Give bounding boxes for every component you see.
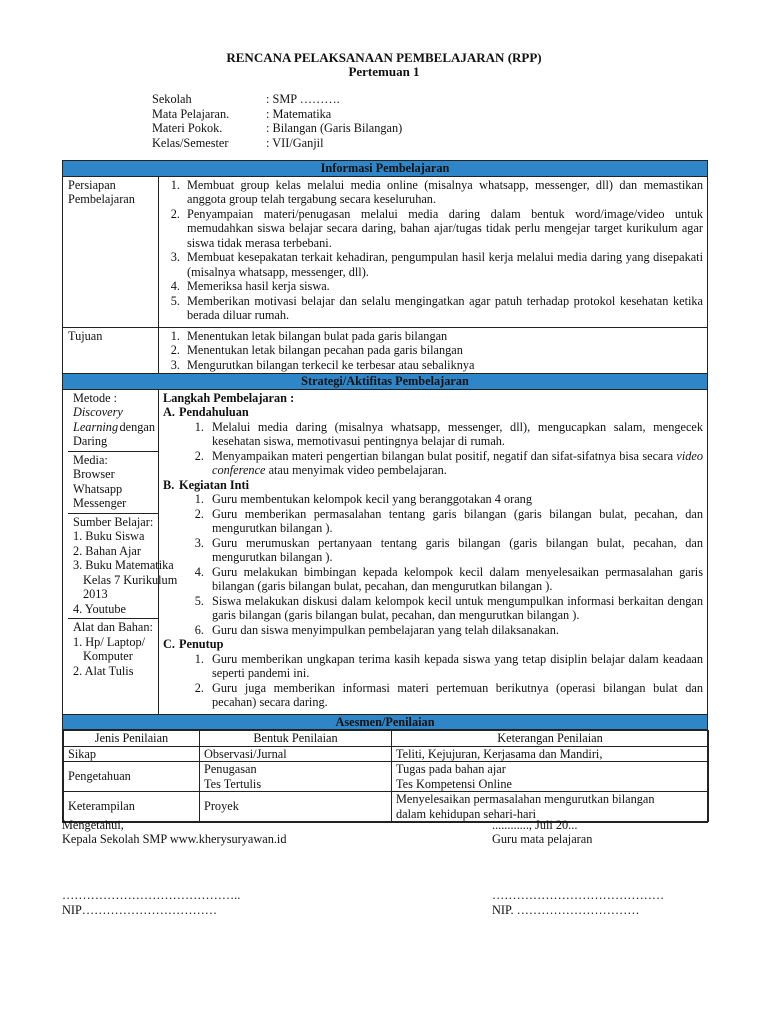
signature-right-line: …………………………………… xyxy=(492,888,665,902)
table-cell: Observasi/Jurnal xyxy=(200,746,392,762)
metode-block: Metode : Discovery Learning dengan Daring xyxy=(73,390,155,448)
list-item: 4. Guru melakukan bimbingan kepada kelompok kecil dalam menyelesaikan permasalahan garis bilangan (garis bilangan bulat, pecahan, dan mengurutkan bilangan ). xyxy=(207,565,703,594)
document-subtitle: Pertemuan 1 xyxy=(348,64,420,79)
signature-right-date: ............, Juli 20... xyxy=(492,818,578,832)
persiapan-row xyxy=(63,176,708,327)
pendahuluan-heading: A. Pendahuluan xyxy=(163,405,249,419)
inti-list xyxy=(163,492,703,637)
column-header: Jenis Penilaian xyxy=(64,731,200,747)
signature-left-label: Mengetahui, xyxy=(62,818,124,832)
list-item: 4. Memeriksa hasil kerja siswa. xyxy=(183,279,703,294)
strategi-row xyxy=(63,389,708,714)
list-item: 3. Guru merumuskan pertanyaan tentang garis bilangan (garis bilangan bulat, pecahan, dan mengurutkan bilangan ). xyxy=(207,536,703,565)
penutup-heading: C. Penutup xyxy=(163,637,224,651)
asesmen-table xyxy=(63,730,709,822)
persiapan-label: Persiapan Pembelajaran xyxy=(63,176,159,327)
media-item: Browser xyxy=(73,467,115,481)
asesmen-heading: Asesmen/Penilaian xyxy=(63,714,708,730)
signature-right-title: Guru mata pelajaran xyxy=(492,832,593,846)
list-item: 2. Guru juga memberikan informasi materi pertemuan berikutnya (operasi bilangan bulat dan pecahan) secara daring. xyxy=(207,681,703,710)
identity-block xyxy=(152,92,402,150)
column-header: Bentuk Penilaian xyxy=(200,731,392,747)
list-item: 1. Guru membentukan kelompok kecil yang beranggotakan 4 orang xyxy=(207,492,703,507)
media-block: Media: Browser Whatsapp Messenger xyxy=(68,451,158,513)
table-cell: Keterampilan xyxy=(64,792,200,822)
tujuan-list xyxy=(163,329,703,373)
alat-item: 1. Hp/ Laptop/ xyxy=(73,634,146,649)
column-header: Keterangan Penilaian xyxy=(392,731,709,747)
table-row xyxy=(64,746,709,762)
table-cell: Pengetahuan xyxy=(64,762,200,792)
table-cell: Tugas pada bahan ajar Tes Kompetensi Online xyxy=(392,762,709,792)
table-header-row xyxy=(64,731,709,747)
list-item: 1. Menentukan letak bilangan bulat pada garis bilangan xyxy=(183,329,703,344)
asesmen-cell xyxy=(63,730,708,823)
strategi-left-column xyxy=(63,389,178,714)
list-item: 2. Guru memberikan permasalahan tentang garis bilangan (garis bilangan bulat, pecahan, dan mengurutkan bilangan ). xyxy=(207,507,703,536)
inti-heading: B. Kegiatan Inti xyxy=(163,477,250,492)
table-cell: Penugasan Tes Tertulis xyxy=(200,762,392,792)
table-cell: Menyelesaikan permasalahan mengurutkan bilangan dalam kehidupan sehari-hari xyxy=(392,792,709,822)
sumber-item: 2013 xyxy=(83,587,108,601)
penutup-list xyxy=(163,652,703,710)
langkah-heading: Langkah Pembelajaran : xyxy=(163,390,295,405)
sumber-item: 3. Buku Matematika xyxy=(73,558,174,572)
list-item: 3. Membuat kesepakatan terkait kehadiran, pengumpulan hasil kerja melalui media daring yang disepakati (misalnya whatsapp, messenger, dll). xyxy=(183,250,703,279)
sumber-item: Kelas 7 Kurikulum xyxy=(83,572,178,587)
list-item: 1. Membuat group kelas melalui media online (misalnya whatsapp, messenger, dll) dan memastikan anggota group telah tergabung secara keseluruhan. xyxy=(183,178,703,207)
signature-right-nip: NIP. ………………………… xyxy=(492,903,640,917)
pendahuluan-list xyxy=(163,420,703,478)
tujuan-row xyxy=(63,327,708,374)
alat-block: Alat dan Bahan: 1. Hp/ Laptop/ Komputer 2. Alat Tulis xyxy=(68,618,158,680)
list-item: 2. Menyampaikan materi pengertian bilangan bulat positif, negatif dan sifat-sifatnya bisa secara video conference atau menyimak video pembelajaran. xyxy=(207,449,703,478)
list-item: 1. Melalui media daring (misalnya whatsapp, messenger, dll), mengucapkan salam, mengecek kesehatan siswa, memotivasui pentingnya belajar di rumah. xyxy=(207,420,703,449)
meta-row-materi: Materi Pokok. : Bilangan (Garis Bilangan) xyxy=(152,121,403,135)
table-row xyxy=(64,762,709,792)
table-cell: Teliti, Kejujuran, Kerjasama dan Mandiri, xyxy=(392,746,709,762)
sumber-item: 1. Buku Siswa xyxy=(73,529,145,543)
signature-left-title: Kepala Sekolah SMP www.kherysuryawan.id xyxy=(62,832,287,846)
list-item: 5. Memberikan motivasi belajar dan selalu mengingatkan agar patuh terhadap protokol kesehatan ketika berada diluar rumah. xyxy=(183,294,703,323)
tujuan-label: Tujuan xyxy=(63,327,159,374)
sumber-item: 2. Bahan Ajar xyxy=(73,543,141,558)
sumber-item: 4. Youtube xyxy=(73,601,126,616)
list-item: 2. Penyampaian materi/penugasan melalui media daring dalam bentuk word/image/video untuk memudahkan siswa belajar secara daring, bahan ajar/tugas tidak perlu mengejar target kurikulum agar siswa tidak merasa terbebani. xyxy=(183,207,703,251)
list-item: 6. Guru dan siswa menyimpulkan pembelajaran yang telah dilaksanakan. xyxy=(207,623,703,638)
meta-row-sekolah: Sekolah : SMP ………. xyxy=(152,92,340,106)
list-item: 1. Guru memberikan ungkapan terima kasih kepada siswa yang tetap disiplin belajar dalam keadaan seperti pandemi ini. xyxy=(207,652,703,681)
rpp-table xyxy=(62,160,708,823)
signature-left-line: …………………………………….. xyxy=(62,888,241,902)
table-cell: Proyek xyxy=(200,792,392,822)
media-item: Whatsapp xyxy=(73,481,123,496)
list-item: 2. Menentukan letak bilangan pecahan pada garis bilangan xyxy=(183,343,703,358)
meta-row-mapel: Mata Pelajaran. : Matematika xyxy=(152,106,332,121)
alat-item: 2. Alat Tulis xyxy=(73,663,134,678)
informasi-heading: Informasi Pembelajaran xyxy=(63,161,708,177)
table-row xyxy=(64,792,709,822)
table-cell: Sikap xyxy=(64,746,200,762)
media-item: Messenger xyxy=(73,496,127,510)
sumber-block: Sumber Belajar: 1. Buku Siswa 2. Bahan Ajar 3. Buku Matematika Kelas 7 Kurikulum 2013 4. Youtube xyxy=(68,513,158,619)
signature-left-nip: NIP…………………………… xyxy=(62,903,218,917)
langkah-pembelajaran xyxy=(159,389,708,714)
alat-item: Komputer xyxy=(83,649,133,663)
list-item: 3. Mengurutkan bilangan terkecil ke terbesar atau sebaliknya xyxy=(183,358,703,373)
document-title: RENCANA PELAKSANAAN PEMBELAJARAN (RPP) xyxy=(226,50,542,65)
strategi-heading: Strategi/Aktifitas Pembelajaran xyxy=(63,374,708,390)
meta-row-kelas: Kelas/Semester : VII/Ganjil xyxy=(152,135,324,150)
list-item: 5. Siswa melakukan diskusi dalam kelompok kecil untuk mengumpulkan informasi berkaitan dengan garis bilangan (garis bilangan bulat, pecahan, dan mengurutkan bilangan ). xyxy=(207,594,703,623)
persiapan-list xyxy=(163,178,703,323)
